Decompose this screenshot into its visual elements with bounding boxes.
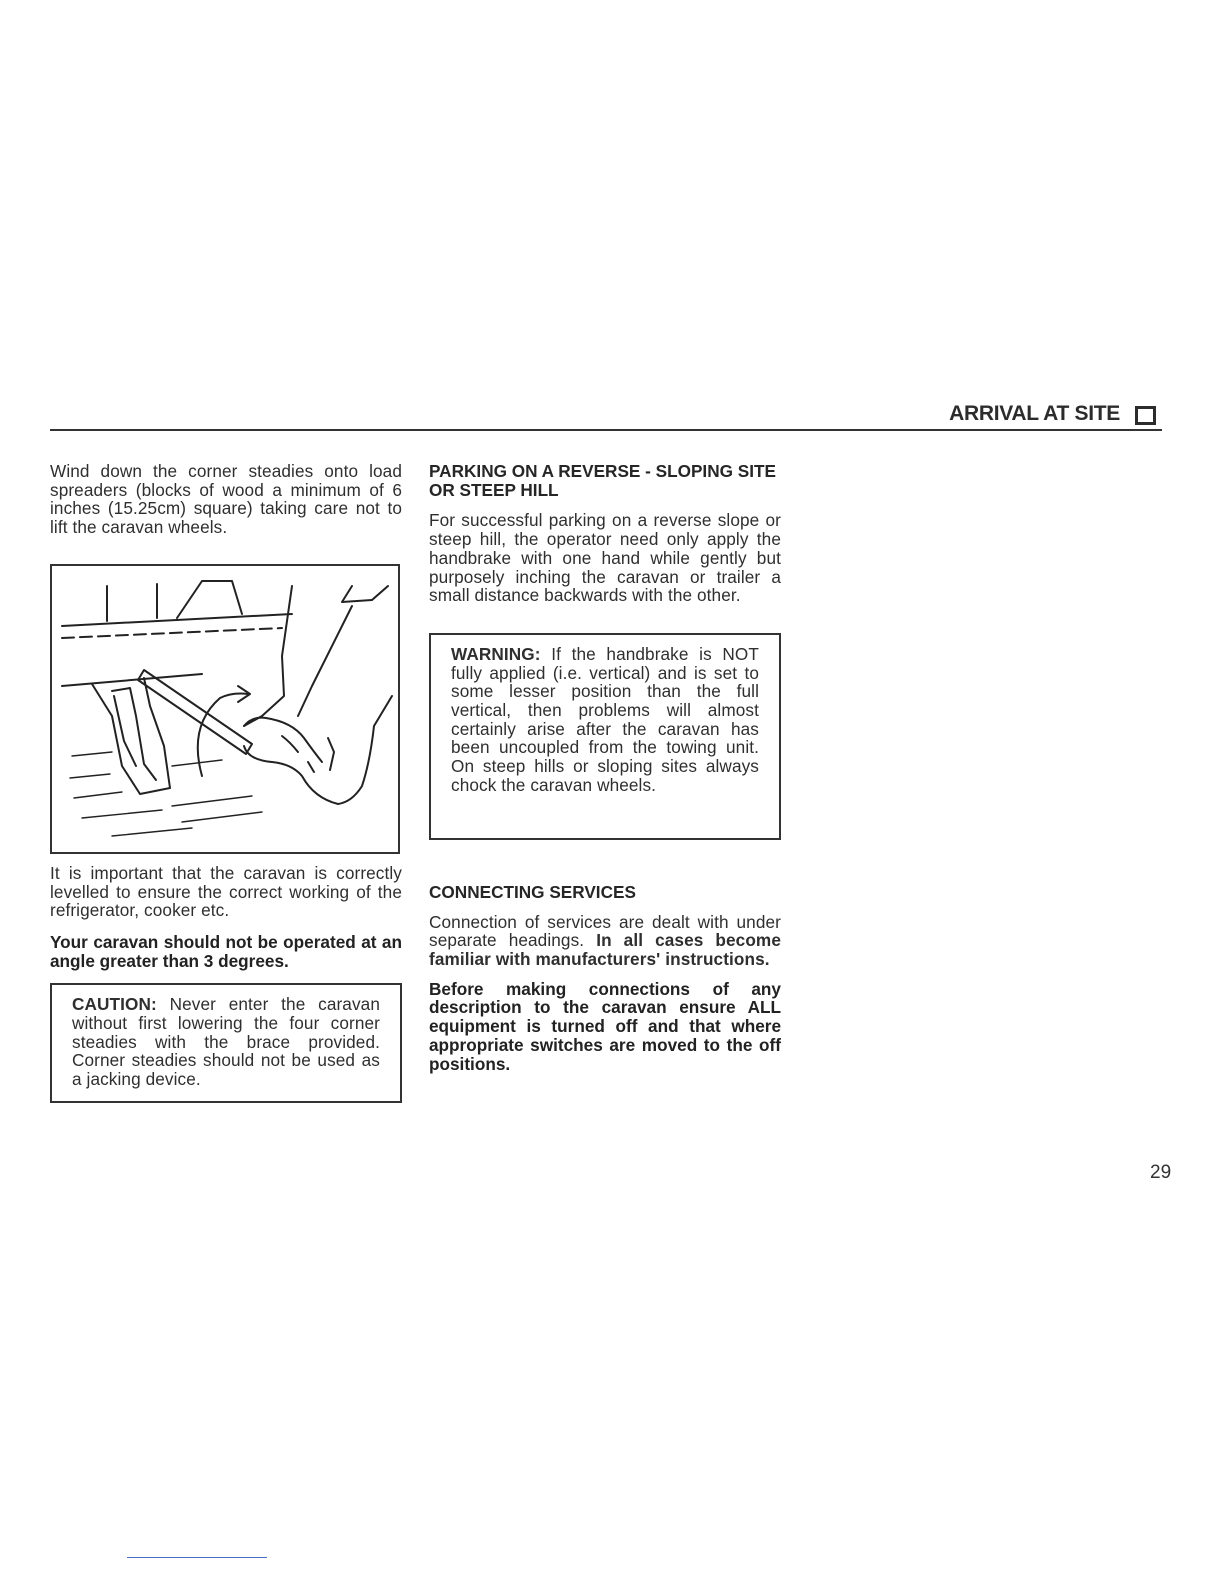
section-title: ARRIVAL AT SITE [949, 402, 1120, 425]
warning-box [429, 633, 781, 840]
caution-box [50, 983, 402, 1103]
services-bold-text: In all cases become familiar with manufacturers' instructions. [429, 930, 781, 970]
warning-text [451, 645, 759, 795]
caution-label: CAUTION: [72, 994, 157, 1015]
parking-heading: PARKING ON A REVERSE - SLOPING SITE OR STEEP HILL [429, 461, 776, 500]
services-heading: CONNECTING SERVICES [429, 881, 636, 902]
brace-hand-illustration [52, 566, 398, 852]
levelling-paragraph: It is important that the caravan is correctly levelled to ensure the correct working of the refrigerator, cooker etc. [50, 862, 402, 921]
page-number: 29 [1150, 1162, 1172, 1183]
section-marker-box [1135, 406, 1156, 425]
header-rule [50, 429, 1162, 431]
services-text: Connection of services are dealt with under separate headings. [429, 911, 781, 951]
left-column [50, 462, 402, 1103]
warning-body: If the handbrake is NOT fully applied (i.e. vertical) and is set to some lesser position than the full vertical, then problems will almost certainly arise after the caravan has been uncoupled from the towing unit. On steep hills or sloping sites always chock the caravan wheels. [451, 643, 759, 795]
caution-body: Never enter the caravan without first lowering the four corner steadies with the brace provided. Corner steadies should not be used as a jacking device. [72, 994, 380, 1090]
services-paragraph [429, 913, 781, 969]
connections-warning-paragraph: Before making connections of any description to the caravan ensure ALL equipment is turned off and that where appropriate switches are moved to the off positions. [429, 978, 781, 1074]
footer-rule [127, 1557, 267, 1558]
caution-text [72, 995, 380, 1089]
corner-steady-illustration [50, 564, 400, 854]
intro-paragraph: Wind down the corner steadies onto load spreaders (blocks of wood a minimum of 6 inches (15.25cm) square) taking care not to lift the caravan wheels. [50, 461, 402, 538]
angle-warning-paragraph: Your caravan should not be operated at an angle greater than 3 degrees. [50, 931, 402, 971]
parking-paragraph: For successful parking on a reverse slope or steep hill, the operator need only apply the handbrake with one hand while gently but purposely inching the caravan or trailer a small distance backwards with the other. [429, 510, 781, 606]
warning-label: WARNING: [451, 643, 541, 664]
middle-column [429, 462, 781, 1073]
